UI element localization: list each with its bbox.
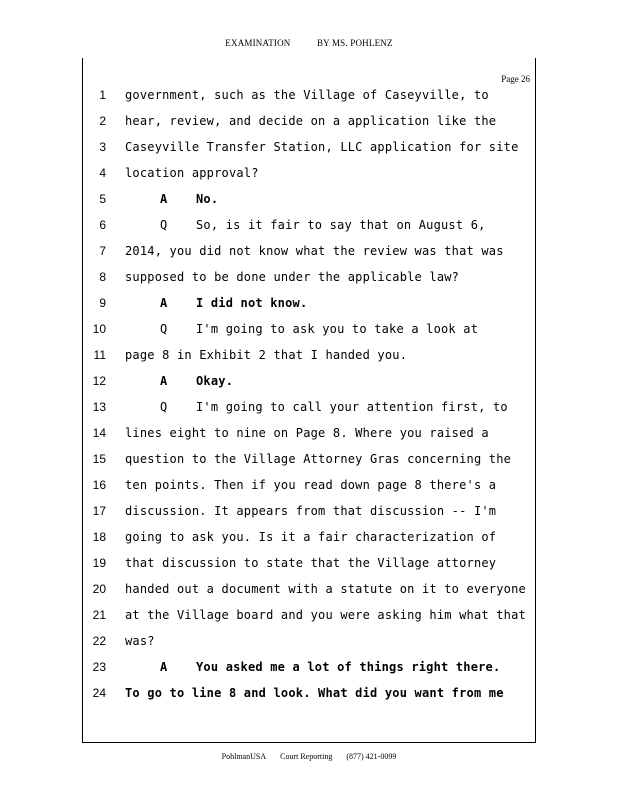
- line-text: [125, 140, 530, 154]
- line-content: going to ask you. Is it a fair characterization of: [125, 530, 497, 544]
- transcript-line: [0, 608, 618, 634]
- transcript-line: [0, 660, 618, 686]
- transcript-line: [0, 556, 618, 582]
- transcript-line: [0, 218, 618, 244]
- header-examiner: BY MS. POHLENZ: [316, 38, 393, 48]
- line-text: [125, 348, 530, 362]
- line-text: [160, 374, 530, 388]
- line-content: page 8 in Exhibit 2 that I handed you.: [125, 348, 408, 362]
- transcript-line: [0, 88, 618, 114]
- line-content: ten points. Then if you read down page 8 there's a: [125, 478, 497, 492]
- footer-company: PohlmanUSA: [221, 752, 267, 761]
- line-text: [160, 400, 530, 414]
- line-number: 18: [92, 530, 106, 544]
- line-text: [125, 582, 530, 596]
- line-content: 2014, you did not know what the review was that was: [125, 244, 504, 258]
- transcript-line: [0, 452, 618, 478]
- line-number: 12: [92, 374, 106, 388]
- line-text: [125, 426, 530, 440]
- line-number: 14: [92, 426, 106, 440]
- transcript-line: [0, 400, 618, 426]
- line-number: 8: [99, 270, 106, 284]
- line-content: To go to line 8 and look. What did you want from me: [125, 686, 504, 700]
- page-number: Page 26: [501, 74, 530, 84]
- line-content: So, is it fair to say that on August 6,: [196, 218, 486, 232]
- page-header: [0, 38, 618, 48]
- line-text: [160, 322, 530, 336]
- line-content: at the Village board and you were asking him what that: [125, 608, 526, 622]
- line-number: 7: [99, 244, 106, 258]
- line-number: 10: [92, 322, 106, 336]
- line-number: 3: [99, 140, 106, 154]
- footer-service: Court Reporting: [280, 752, 333, 761]
- line-content: I'm going to call your attention first, to: [196, 400, 508, 414]
- line-number: 5: [99, 192, 106, 206]
- transcript-line: [0, 478, 618, 504]
- speaker-label: A: [160, 296, 168, 310]
- speaker-label: Q: [160, 322, 168, 336]
- line-number: 21: [92, 608, 106, 622]
- line-number: 13: [92, 400, 106, 414]
- transcript-line: [0, 322, 618, 348]
- line-number: 19: [92, 556, 106, 570]
- speaker-label: A: [160, 374, 168, 388]
- line-number: 17: [92, 504, 106, 518]
- line-content: lines eight to nine on Page 8. Where you raised a: [125, 426, 489, 440]
- line-number: 6: [99, 218, 106, 232]
- line-number: 24: [92, 686, 106, 700]
- line-text: [125, 452, 530, 466]
- transcript-line: [0, 192, 618, 218]
- line-number: 4: [99, 166, 106, 180]
- line-content: Caseyville Transfer Station, LLC application for site: [125, 140, 519, 154]
- line-number: 15: [92, 452, 106, 466]
- line-content: You asked me a lot of things right there.: [196, 660, 501, 674]
- line-text: [160, 660, 530, 674]
- transcript-line: [0, 348, 618, 374]
- line-text: [125, 556, 530, 570]
- line-text: [125, 634, 530, 648]
- transcript-line: [0, 686, 618, 712]
- line-content: location approval?: [125, 166, 259, 180]
- transcript-line: [0, 114, 618, 140]
- speaker-label: Q: [160, 218, 168, 232]
- transcript-line: [0, 296, 618, 322]
- transcript-line: [0, 374, 618, 400]
- line-content: question to the Village Attorney Gras concerning the: [125, 452, 512, 466]
- speaker-label: A: [160, 660, 168, 674]
- line-text: [125, 686, 530, 700]
- line-content: Okay.: [196, 374, 234, 388]
- transcript-line: [0, 634, 618, 660]
- line-text: [125, 608, 530, 622]
- line-number: 9: [99, 296, 106, 310]
- line-content: hear, review, and decide on a application like the: [125, 114, 497, 128]
- line-content: No.: [196, 192, 219, 206]
- line-content: I'm going to ask you to take a look at: [196, 322, 479, 336]
- line-content: that discussion to state that the Village attorney: [125, 556, 497, 570]
- transcript-line: [0, 504, 618, 530]
- line-text: [125, 244, 530, 258]
- line-text: [125, 270, 530, 284]
- header-section: EXAMINATION: [225, 38, 291, 48]
- line-content: was?: [125, 634, 155, 648]
- line-number: 20: [92, 582, 106, 596]
- line-text: [125, 530, 530, 544]
- transcript-line: [0, 166, 618, 192]
- transcript-line: [0, 140, 618, 166]
- line-number: 1: [99, 88, 106, 102]
- transcript-line: [0, 244, 618, 270]
- transcript-line: [0, 426, 618, 452]
- page-footer: [0, 752, 618, 761]
- line-content: government, such as the Village of Caseyville, to: [125, 88, 489, 102]
- line-text: [125, 88, 530, 102]
- line-text: [125, 114, 530, 128]
- line-number: 2: [99, 114, 106, 128]
- line-text: [125, 166, 530, 180]
- line-text: [160, 192, 530, 206]
- speaker-label: Q: [160, 400, 168, 414]
- line-text: [160, 296, 530, 310]
- speaker-label: A: [160, 192, 168, 206]
- transcript-line: [0, 270, 618, 296]
- line-number: 16: [92, 478, 106, 492]
- line-content: handed out a document with a statute on it to everyone: [125, 582, 526, 596]
- footer-phone: (877) 421-0099: [346, 752, 397, 761]
- line-number: 22: [92, 634, 106, 648]
- line-content: I did not know.: [196, 296, 308, 310]
- transcript-line: [0, 582, 618, 608]
- line-number: 11: [93, 348, 106, 362]
- line-text: [125, 478, 530, 492]
- transcript-line: [0, 530, 618, 556]
- line-content: discussion. It appears from that discussion -- I'm: [125, 504, 497, 518]
- line-text: [125, 504, 530, 518]
- line-content: supposed to be done under the applicable law?: [125, 270, 460, 284]
- line-text: [160, 218, 530, 232]
- line-number: 23: [92, 660, 106, 674]
